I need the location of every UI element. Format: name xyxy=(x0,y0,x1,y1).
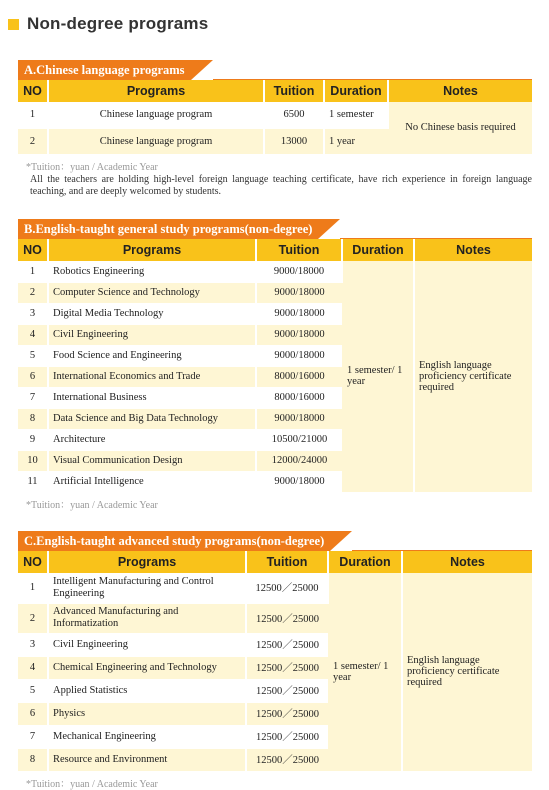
table-row: 2 Chinese language program 13000 1 year xyxy=(18,128,532,154)
section-c xyxy=(18,531,532,790)
section-c-duration: 1 semester/ 1 year xyxy=(328,573,402,771)
table-row: 1 Robotics Engineering 9000/18000 1 semester/ 1 year English language proficiency certificate required xyxy=(18,261,532,282)
section-c-title-bar xyxy=(18,531,532,551)
section-a-paragraph: All the teachers are holding high-level foreign language teaching certificate, have rich experience in foreign language teaching, and are deeply welcomed by students. xyxy=(30,174,532,197)
table-header-row xyxy=(18,551,532,573)
col-no: NO xyxy=(18,551,48,573)
col-programs: Programs xyxy=(48,239,256,261)
col-programs: Programs xyxy=(48,551,246,573)
table-row: 5 Food Science and Engineering 9000/18000 xyxy=(18,345,532,366)
section-b-title-bar xyxy=(18,219,532,239)
section-b-duration: 1 semester/ 1 year xyxy=(342,261,414,492)
table-row: 3 Digital Media Technology 9000/18000 xyxy=(18,303,532,324)
col-tuition: Tuition xyxy=(264,80,324,102)
table-header-row xyxy=(18,80,532,102)
table-row: 11 Artificial Intelligence 9000/18000 xyxy=(18,471,532,492)
section-a-footnote: *Tuition：yuan / Academic Year xyxy=(26,161,158,173)
section-b-footnote: *Tuition：yuan / Academic Year xyxy=(26,499,158,511)
table-row: 7 International Business 8000/16000 xyxy=(18,387,532,408)
col-duration: Duration xyxy=(328,551,402,573)
section-a-notes: No Chinese basis required xyxy=(388,102,532,154)
heading-square-icon xyxy=(8,19,19,30)
col-programs: Programs xyxy=(48,80,264,102)
section-b-notes: English language proficiency certificate required xyxy=(414,261,532,492)
table-row: 9 Architecture 10500/21000 xyxy=(18,429,532,450)
section-b xyxy=(18,219,532,511)
table-row: 5 Applied Statistics 12500／25000 xyxy=(18,679,532,702)
col-tuition: Tuition xyxy=(256,239,342,261)
table-row: 7 Mechanical Engineering 12500／25000 xyxy=(18,725,532,748)
section-c-footnote: *Tuition：yuan / Academic Year xyxy=(26,778,158,790)
col-duration: Duration xyxy=(342,239,414,261)
table-header-row xyxy=(18,239,532,261)
table-row: 8 Data Science and Big Data Technology 9000/18000 xyxy=(18,408,532,429)
col-notes: Notes xyxy=(414,239,532,261)
table-row: 4 Civil Engineering 9000/18000 xyxy=(18,324,532,345)
table-row: 2 Computer Science and Technology 9000/18000 xyxy=(18,282,532,303)
col-no: NO xyxy=(18,239,48,261)
table-row: 4 Chemical Engineering and Technology 12500／25000 xyxy=(18,656,532,679)
col-no: NO xyxy=(18,80,48,102)
section-a xyxy=(18,60,532,173)
table-row: 6 Physics 12500／25000 xyxy=(18,702,532,725)
table-row: 1 Intelligent Manufacturing and Control Engineering 12500／25000 1 semester/ 1 year English language proficiency certificate required xyxy=(18,573,532,603)
table-row: 2 Advanced Manufacturing and Informatization 12500／25000 xyxy=(18,603,532,633)
page-title: Non-degree programs xyxy=(27,14,209,33)
col-notes: Notes xyxy=(388,80,532,102)
page-heading xyxy=(8,14,208,34)
section-b-table xyxy=(18,239,532,493)
section-c-table xyxy=(18,551,532,772)
section-c-title: C.English-taught advanced study programs(non-degree) xyxy=(18,531,330,551)
table-row: 1 Chinese language program 6500 1 semester No Chinese basis required xyxy=(18,102,532,128)
table-row: 8 Resource and Environment 12500／25000 xyxy=(18,748,532,771)
section-a-table xyxy=(18,80,532,155)
section-b-title: B.English-taught general study programs(non-degree) xyxy=(18,219,318,239)
section-a-title: A.Chinese language programs xyxy=(18,60,191,80)
table-row: 10 Visual Communication Design 12000/24000 xyxy=(18,450,532,471)
table-row: 6 International Economics and Trade 8000/16000 xyxy=(18,366,532,387)
col-tuition: Tuition xyxy=(246,551,328,573)
col-duration: Duration xyxy=(324,80,388,102)
col-notes: Notes xyxy=(402,551,532,573)
table-row: 3 Civil Engineering 12500／25000 xyxy=(18,633,532,656)
section-a-title-bar xyxy=(18,60,532,80)
section-c-notes: English language proficiency certificate required xyxy=(402,573,532,771)
